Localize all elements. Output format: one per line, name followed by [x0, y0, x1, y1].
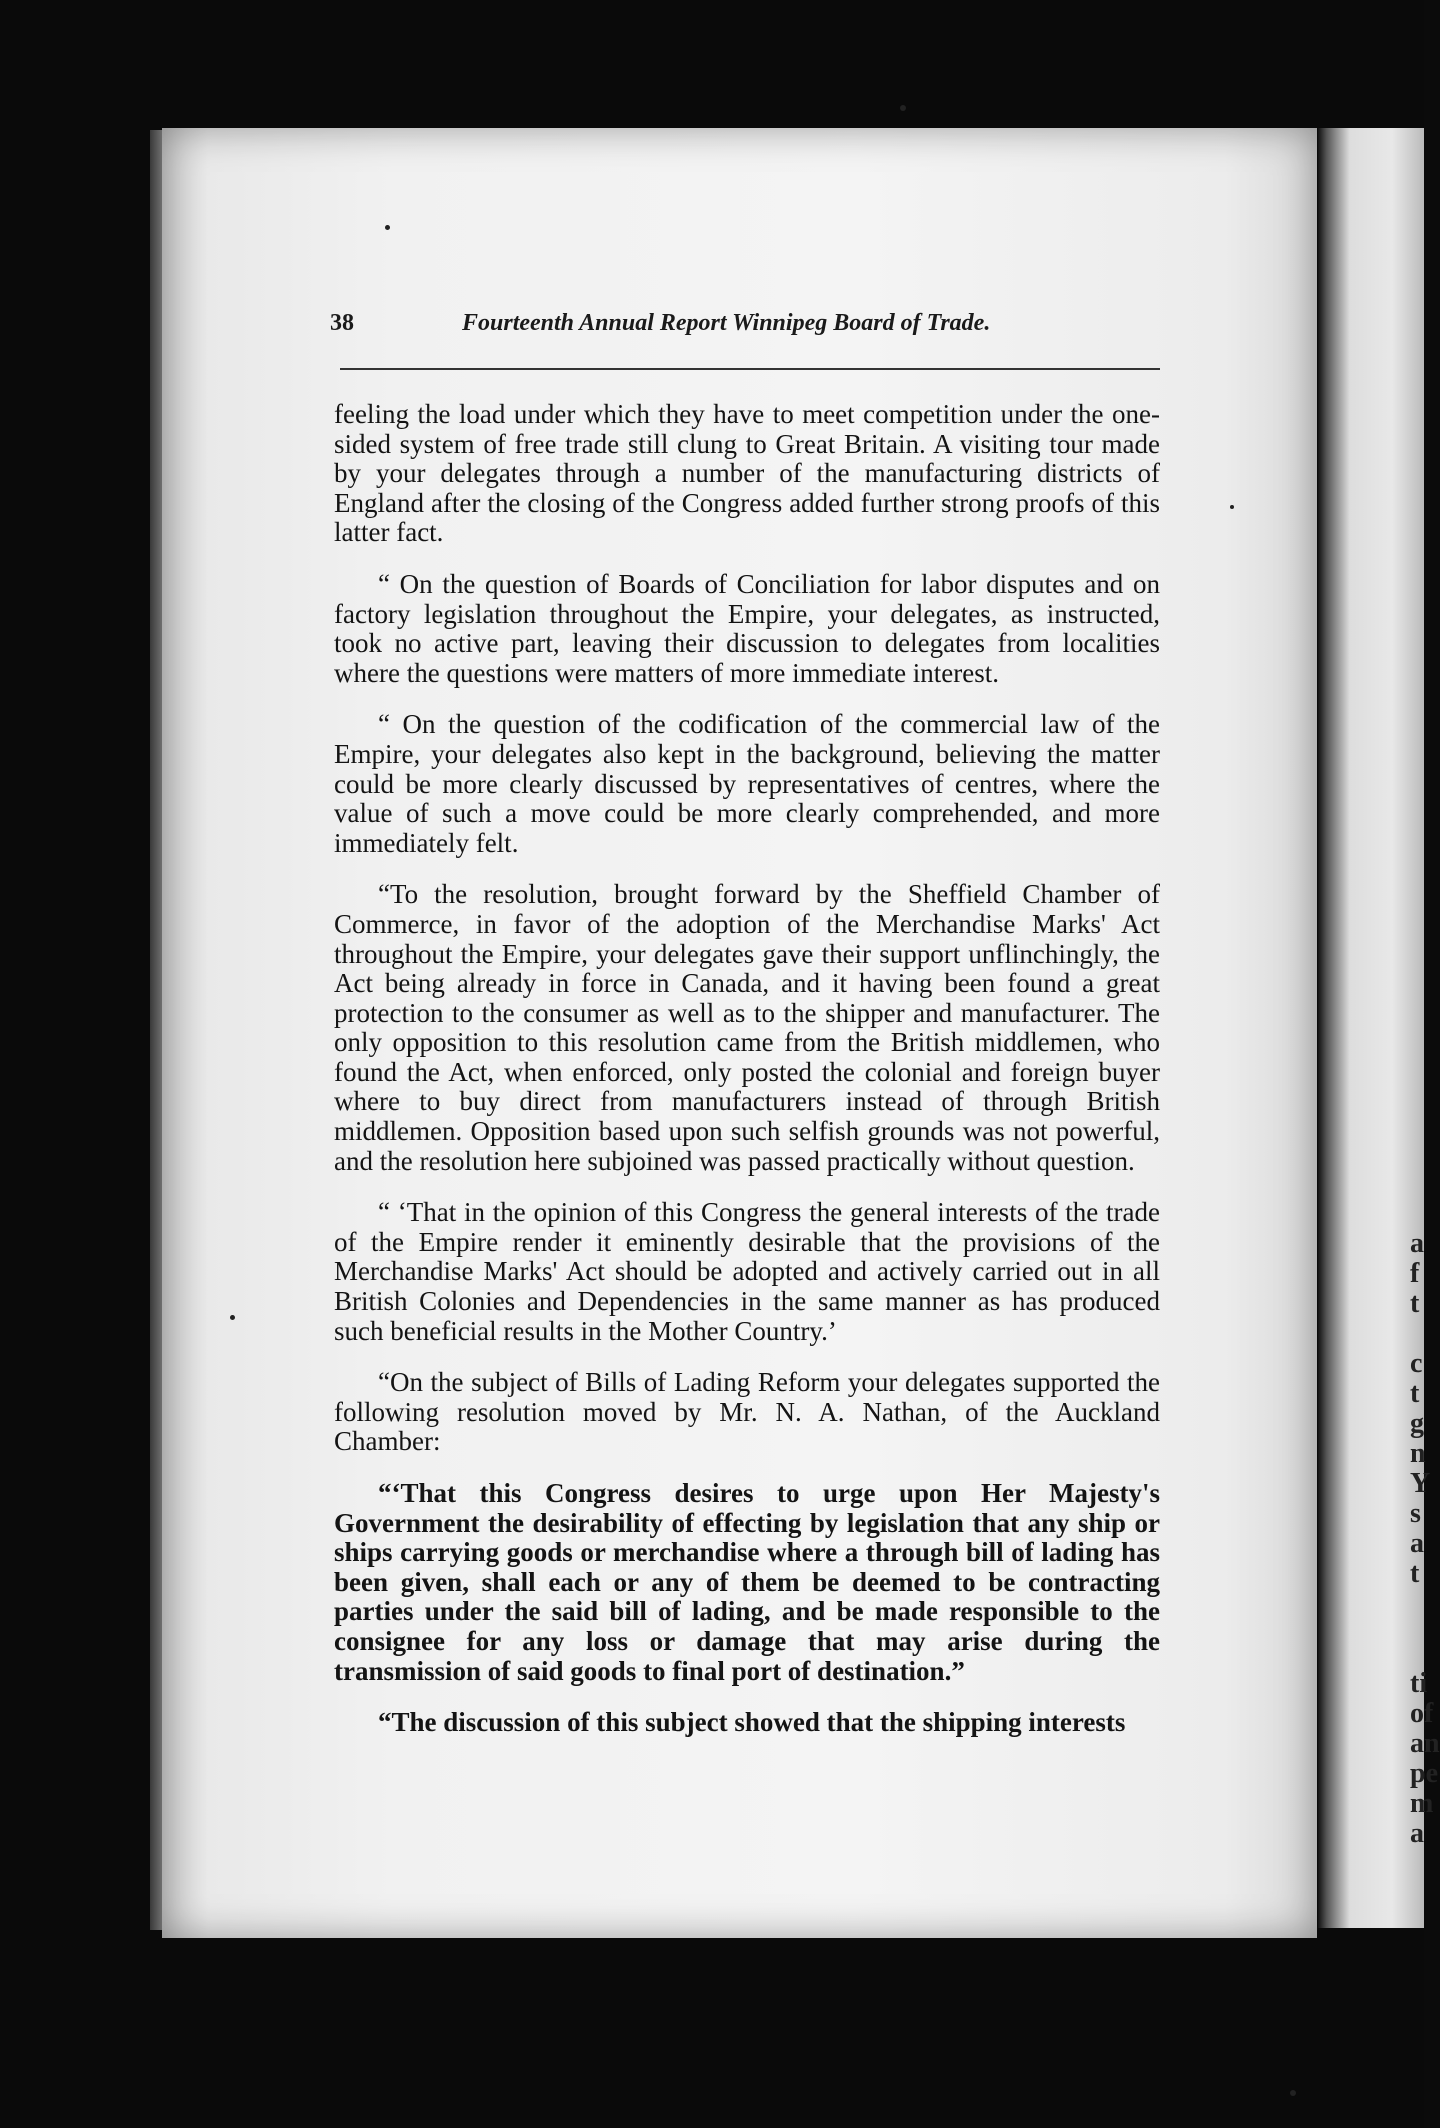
- scan-speck: [230, 1315, 235, 1320]
- paragraph: “ On the question of the codification of the commercial law of the Empire, your delegates also kept in the background, believing the matter could be more clearly discussed by representatives of centres, where the value of such a move could be more clearly comprehended, and more immediately felt.: [334, 709, 1160, 858]
- adjacent-fragment: g: [1410, 1408, 1424, 1439]
- adjacent-fragment: Y: [1410, 1468, 1431, 1499]
- header-rule: [340, 368, 1160, 370]
- body-text: [334, 400, 1160, 1760]
- adjacent-fragment: ti: [1410, 1668, 1428, 1699]
- adjacent-fragment: a: [1410, 1528, 1424, 1559]
- scan-speck: [900, 105, 906, 111]
- adjacent-fragment: m: [1410, 1788, 1434, 1819]
- paragraph: “To the resolution, brought forward by the Sheffield Chamber of Commerce, in favor of the adoption of the Merchandise Marks' Act throughout the Empire, your delegates gave their support unflinchingly, the Act being already in force in Canada, and it having been found a great protection to the consumer as well as to the shipper and manufacturer. The only opposition to this resolution came from the British middlemen, who found the Act, when enforced, only posted the colonial and foreign buyer where to buy direct from manufacturers instead of through British middlemen. Opposition based upon such selfish grounds was not powerful, and the resolution here subjoined was passed practically without question.: [334, 879, 1160, 1176]
- paragraph: “ ‘That in the opinion of this Congress the general interests of the trade of the Empire render it eminently desirable that the provisions of the Merchandise Marks' Act should be adopted and actively carried out in all British Colonies and Dependencies in the same manner as has produced such beneficial results in the Mother Country.’: [334, 1197, 1160, 1346]
- adjacent-fragment: f: [1410, 1258, 1420, 1289]
- running-title: Fourteenth Annual Report Winnipeg Board of Trade.: [462, 310, 991, 336]
- adjacent-fragment: n: [1410, 1438, 1426, 1469]
- adjacent-fragment: s: [1410, 1498, 1421, 1529]
- adjacent-page-strip: [1318, 128, 1440, 1928]
- adjacent-fragment: a: [1410, 1818, 1424, 1849]
- scan-speck: [1230, 505, 1234, 509]
- paragraph: “On the subject of Bills of Lading Reform your delegates supported the following resolution moved by Mr. N. A. Nathan, of the Auckland Chamber:: [334, 1367, 1160, 1457]
- paragraph: feeling the load under which they have to meet competition under the one-sided system of free trade still clung to Great Britain. A visiting tour made by your delegates through a number of the manufacturing districts of England after the closing of the Congress added further strong proofs of this latter fact.: [334, 399, 1160, 548]
- adjacent-fragment: c: [1410, 1348, 1423, 1379]
- adjacent-fragment: an: [1410, 1728, 1440, 1759]
- adjacent-fragment: t: [1410, 1288, 1420, 1319]
- scan-speck: [1290, 2090, 1296, 2096]
- adjacent-fragment: of: [1410, 1698, 1434, 1729]
- adjacent-fragment: t: [1410, 1378, 1420, 1409]
- page-header: [330, 310, 1160, 350]
- adjacent-fragment: pe: [1410, 1758, 1438, 1789]
- adjacent-fragment: t: [1410, 1558, 1420, 1589]
- scan-speck: [385, 225, 390, 230]
- page-number: 38: [330, 310, 354, 336]
- paragraph: “The discussion of this subject showed that the shipping interests: [378, 1707, 1126, 1738]
- paragraph: “ On the question of Boards of Conciliation for labor disputes and on factory legislation throughout the Empire, your delegates, as instructed, took no active part, leaving their discussion to delegates from localities where the questions were matters of more immediate interest.: [334, 568, 1160, 688]
- paragraph: “‘That this Congress desires to urge upon Her Majesty's Government the desirability of effecting by legislation that any ship or ships carrying goods or merchandise where a through bill of lading has been given, shall each or any of them be deemed to be contracting parties under the said bill of lading, and be made responsible to the consignee for any loss or damage that may arise during the transmission of said goods to final port of destination.”: [334, 1478, 1160, 1686]
- adjacent-fragment: a: [1410, 1228, 1424, 1259]
